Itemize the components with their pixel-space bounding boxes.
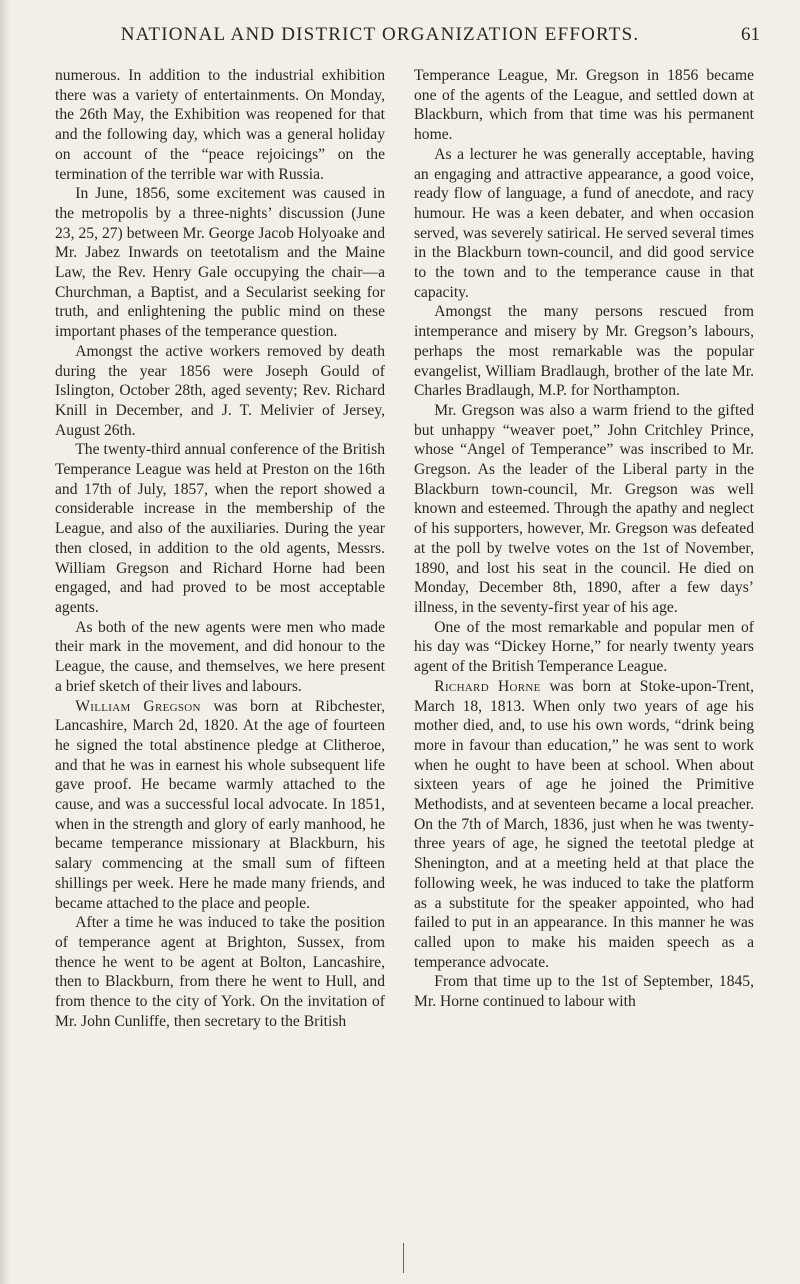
- page-edge-shadow: [0, 0, 10, 1284]
- paragraph-discussion: In June, 1856, some excitement was caused in the metropolis by a three-nights’ discussion (June 23, 25, 27) between Mr. George Jacob Holyoake and Mr. Jabez Inwards on teetotalism and the Maine Law, the Rev. Henry Gale occupying the chair—a Churchman, a Baptist, and a Secularist seeking for truth, and enlightening the public mind on these important phases of the temperance question.: [55, 185, 385, 341]
- name-richard-horne: Richard Horne: [434, 677, 541, 695]
- paragraph-gregson-lecturer: As a lecturer he was generally acceptable, having an engaging and attractive appearance, a good voice, ready flow of language, a fund of anecdote, and racy humour. He was a keen debater, and when occasion served, was severely satirical. He served several times in the Blackburn town-council, and did good service to the town and to the temperance cause in that capacity.: [414, 145, 754, 301]
- page-header: [60, 24, 760, 54]
- paragraph-gregson-career: After a time he was induced to take the position of temperance agent at Brighton, Sussex, from thence he went to be agent at Bolton, Lancashire, then to Blackburn, from there he went to Hull, and from thence to the city of York. On the invitation of Mr. John Cunliffe, then secretary to the British: [55, 914, 385, 1030]
- paragraph-horne-continued: From that time up to the 1st of September, 1845, Mr. Horne continued to labour with: [414, 973, 754, 1011]
- page-number: 61: [741, 24, 760, 45]
- running-title: NATIONAL AND DISTRICT ORGANIZATION EFFORTS.: [120, 24, 640, 45]
- name-william-gregson: William Gregson: [75, 697, 201, 715]
- paragraph-gregson-bio: [55, 697, 385, 914]
- paragraph-horne-bio: [414, 677, 754, 973]
- left-column: [55, 66, 385, 1031]
- paragraph-gregson-league: Temperance League, Mr. Gregson in 1856 became one of the agents of the League, and settled down at Blackburn, which from that time was his permanent home.: [414, 67, 754, 144]
- paragraph-bradlaugh: Amongst the many persons rescued from intemperance and misery by Mr. Gregson’s labours, perhaps the most remarkable was the popular evangelist, William Bradlaugh, brother of the late Mr. Charles Bradlaugh, M.P. for Northampton.: [414, 303, 754, 400]
- paragraph-dickey-horne: One of the most remarkable and popular men of his day was “Dickey Horne,” for nearly twenty years agent of the British Temperance League.: [414, 618, 754, 676]
- paragraph-new-agents: As both of the new agents were men who made their mark in the movement, and did honour to the League, the cause, and themselves, we here present a brief sketch of their lives and labours.: [55, 618, 385, 695]
- paragraph-gregson-death: Mr. Gregson was also a warm friend to the gifted but unhappy “weaver poet,” John Critchley Prince, whose “Angel of Temperance” was inscribed to Mr. Gregson. As the leader of the Liberal party in the Blackburn town-council, Mr. Gregson was well known and esteemed. Through the apathy and neglect of his supporters, however, Mr. Gregson was defeated at the poll by twelve votes on the 1st of November, 1890, and lost his seat in the council. He died on Monday, December 8th, 1890, after a few days’ illness, in the seventy-first year of his age.: [414, 401, 754, 616]
- horne-bio-text: was born at Stoke-upon-Trent, March 18, 1813. When only two years of age his mother died, and, to use his own words, “drink being more in favour than education,” he was sent to work when he ought to have been at school. When about sixteen years of age he joined the Primitive Methodists, and at seventeen became a local preacher. On the 7th of March, 1836, just when he was twenty-three years of age, he signed the teetotal pledge at Shenington, and at a meeting held at that place the following week, he was induced to take the platform as a substitute for the speaker appointed, who had failed to put in an appearance. In this manner he was called upon to make his maiden speech as a temperance advocate.: [414, 677, 754, 971]
- right-column: [414, 66, 754, 1012]
- paragraph-obituaries: Amongst the active workers removed by death during the year 1856 were Joseph Gould of Islington, October 28th, aged seventy; Rev. Richard Knill in December, and J. T. Melivier of Jersey, August 26th.: [55, 342, 385, 439]
- paragraph-conference: The twenty-third annual conference of the British Temperance League was held at Preston on the 16th and 17th of July, 1857, when the report showed a considerable increase in the membership of the League, and also of the auxiliaries. During the year then closed, in addition to the old agents, Messrs. William Gregson and Richard Horne had been engaged, and had proved to be most acceptable agents.: [55, 441, 385, 616]
- gregson-bio-text: was born at Ribchester, Lancashire, March 2d, 1820. At the age of fourteen he signed the total abstinence pledge at Clitheroe, and that he was in earnest his whole subsequent life gave proof. He became warmly attached to the cause, and was a successful local advocate. In 1851, when in the strength and glory of early manhood, he became temperance missionary at Blackburn, his salary commencing at the small sum of fifteen shillings per week. Here he made many friends, and became attached to the place and people.: [55, 697, 386, 912]
- column-rule: [403, 1243, 404, 1273]
- paragraph-exhibition: numerous. In addition to the industrial exhibition there was a variety of entertainments. On Monday, the 26th May, the Exhibition was reopened for that and the following day, which was a general holiday on account of the “peace rejoicings” on the termination of the terrible war with Russia.: [55, 67, 385, 183]
